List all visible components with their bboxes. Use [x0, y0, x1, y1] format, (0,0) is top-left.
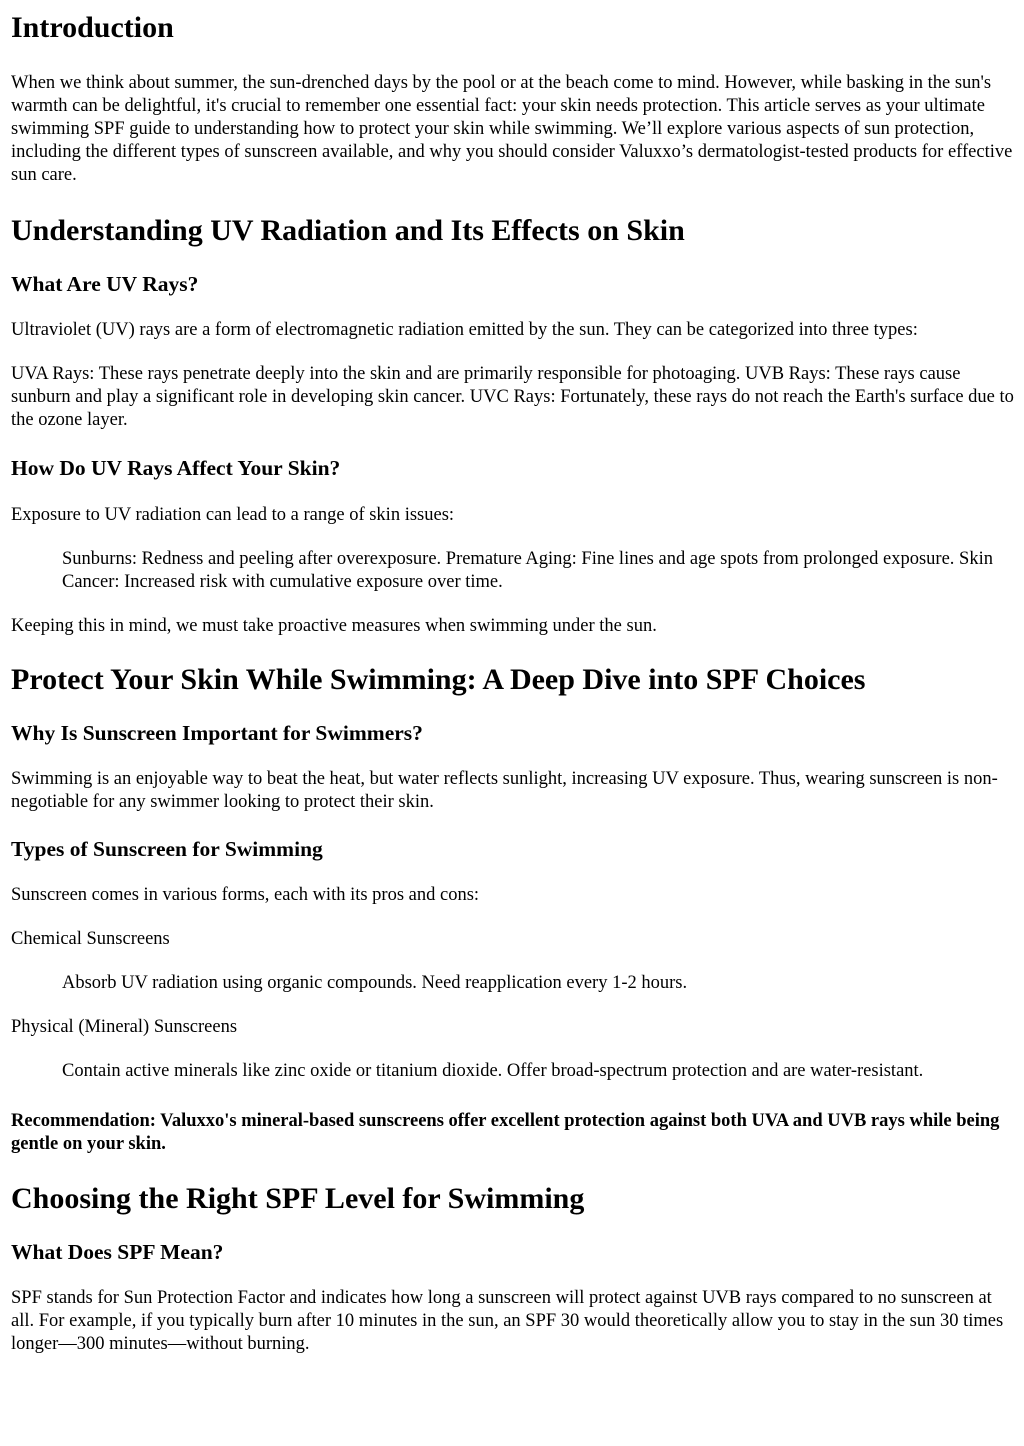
swimming-paragraph: Swimming is an enjoyable way to beat the heat, but water reflects sunlight, increasing UV exposure. Thus, wearing sunscreen is non-negotiable for any swimmer looking to protect their skin. [11, 769, 998, 812]
spf-meaning-heading: What Does SPF Mean? [11, 1240, 224, 1264]
protect-skin-heading: Protect Your Skin While Swimming: A Deep Dive into SPF Choices [11, 663, 866, 696]
uv-types-paragraph: UVA Rays: These rays penetrate deeply into the skin and are primarily responsible for photoaging. UVB Rays: These rays cause sunburn and play a significant role in developing skin cancer. UVC Rays: Fortunately, these rays do not reach the Earth's surface due to the ozone layer. [11, 364, 1014, 430]
introduction-heading: Introduction [11, 11, 174, 44]
recommendation-paragraph [11, 1110, 1014, 1156]
spf-paragraph: SPF stands for Sun Protection Factor and indicates how long a sunscreen will protect against UVB rays compared to no sunscreen at all. For example, if you typically burn after 10 minutes in the sun, an SPF 30 would theoretically allow you to stay in the sun 30 times longer—300 minutes—without burning. [11, 1288, 1004, 1354]
chemical-sunscreens-quote: Absorb UV radiation using organic compounds. Need reapplication every 1-2 hours. [62, 973, 688, 993]
what-are-uv-rays-heading: What Are UV Rays? [11, 272, 199, 296]
physical-sunscreens-quote: Contain active minerals like zinc oxide or titanium dioxide. Offer broad-spectrum protection and are water-resistant. [62, 1061, 924, 1081]
uv-effects-heading: How Do UV Rays Affect Your Skin? [11, 456, 341, 480]
recommendation-text: Recommendation: Valuxxo's mineral-based sunscreens offer excellent protection against both UVA and UVB rays while being gentle on your skin. [11, 1111, 1000, 1154]
sunscreen-types-heading: Types of Sunscreen for Swimming [11, 837, 323, 861]
why-sunscreen-heading: Why Is Sunscreen Important for Swimmers? [11, 721, 423, 745]
exposure-paragraph: Exposure to UV radiation can lead to a range of skin issues: [11, 505, 455, 525]
uv-radiation-heading: Understanding UV Radiation and Its Effects on Skin [11, 214, 685, 247]
chemical-sunscreens-label: Chemical Sunscreens [11, 929, 170, 949]
choosing-spf-heading: Choosing the Right SPF Level for Swimming [11, 1182, 585, 1215]
introduction-paragraph: When we think about summer, the sun-drenched days by the pool or at the beach come to mind. However, while basking in the sun's warmth can be delightful, it's crucial to remember one essential fact: your skin needs protection. This article serves as your ultimate swimming SPF guide to understanding how to protect your skin while swimming. We’ll explore various aspects of sun protection, including the different types of sunscreen available, and why you should consider Valuxxo’s dermatologist-tested products for effective sun care. [11, 73, 1013, 185]
skin-issues-quote: Sunburns: Redness and peeling after overexposure. Premature Aging: Fine lines and age spots from prolonged exposure. Skin Cancer: Increased risk with cumulative exposure over time. [62, 549, 993, 592]
physical-sunscreens-label: Physical (Mineral) Sunscreens [11, 1017, 238, 1037]
sunscreen-forms-paragraph: Sunscreen comes in various forms, each with its pros and cons: [11, 885, 480, 905]
uv-intro-paragraph: Ultraviolet (UV) rays are a form of electromagnetic radiation emitted by the sun. They can be categorized into three types: [11, 320, 918, 340]
proactive-paragraph: Keeping this in mind, we must take proactive measures when swimming under the sun. [11, 616, 657, 636]
